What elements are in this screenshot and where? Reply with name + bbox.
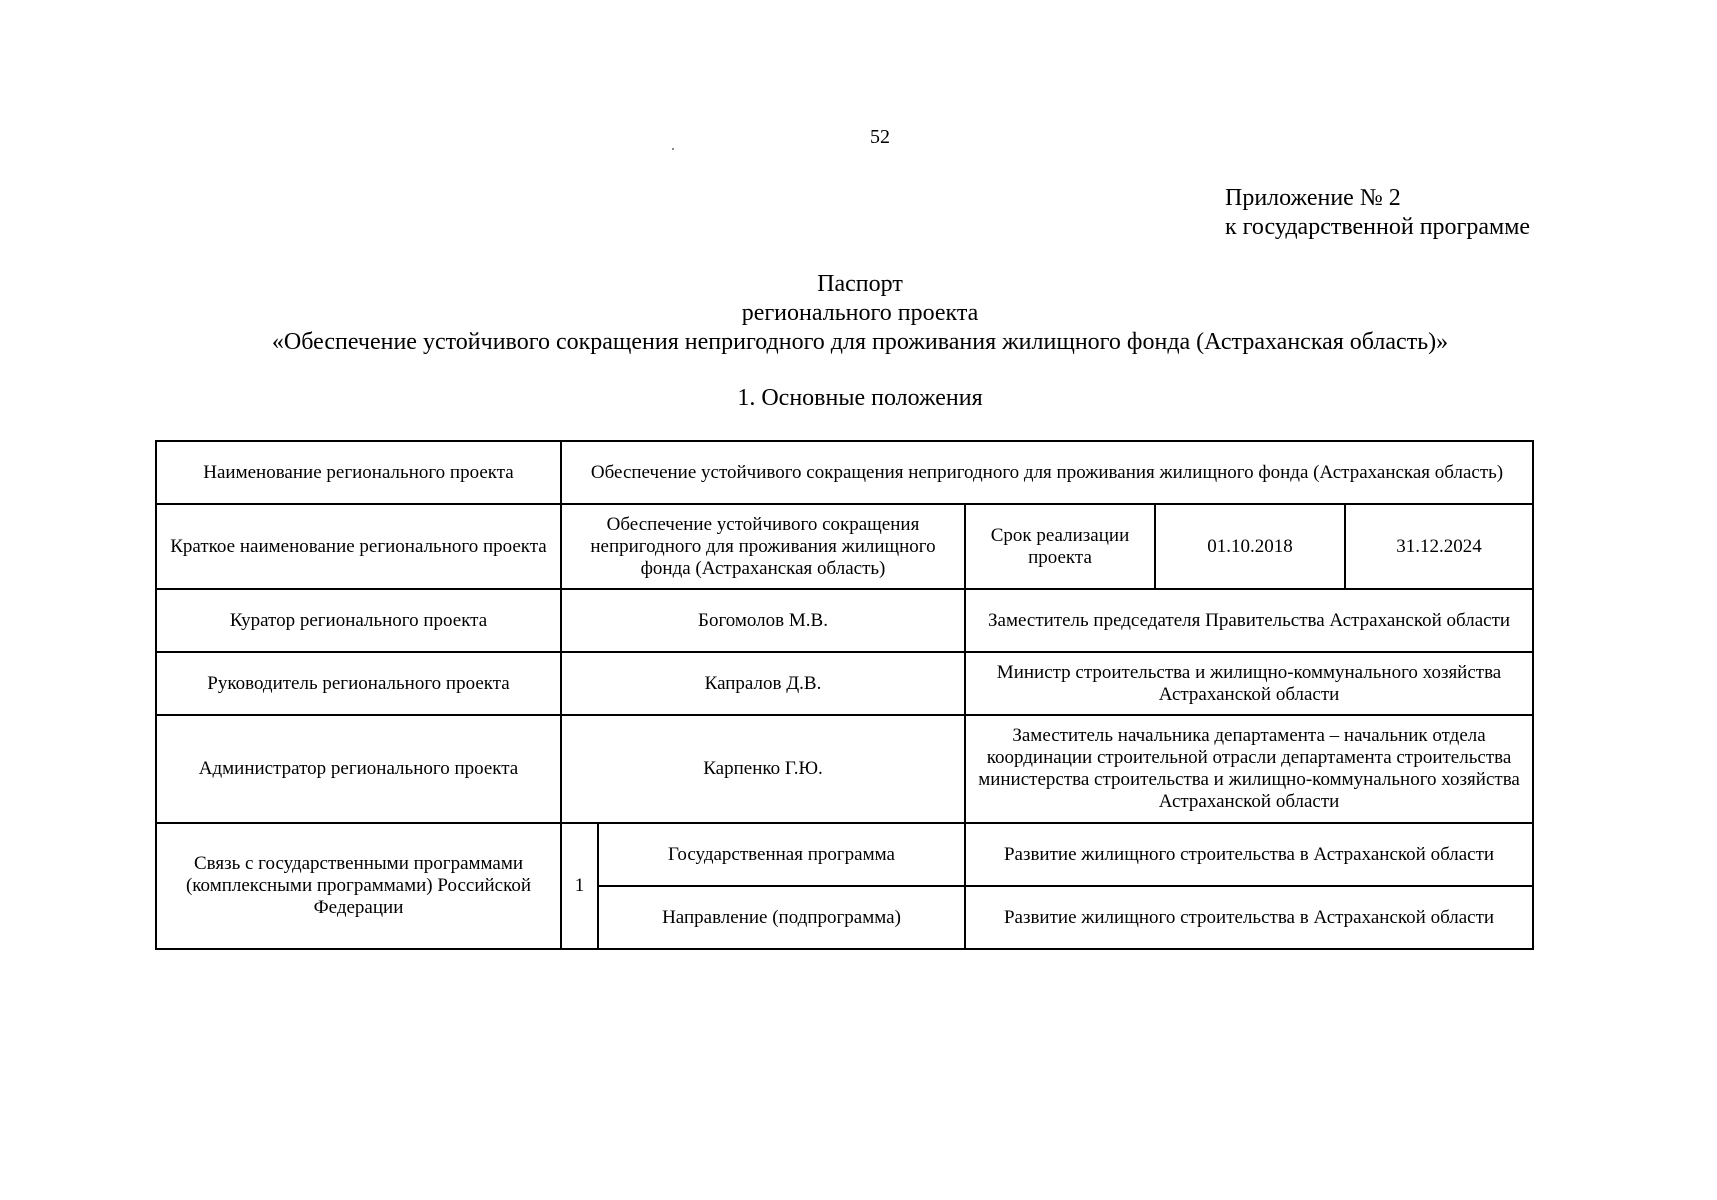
table-row <box>156 504 1533 589</box>
link-label: Связь с государственными программами (комплексными программами) Российской Федерации <box>156 823 561 949</box>
table-row <box>156 589 1533 652</box>
head-position: Министр строительства и жилищно-коммунального хозяйства Астраханской области <box>965 652 1533 715</box>
term-label: Срок реализации проекта <box>965 504 1155 589</box>
table-row <box>156 652 1533 715</box>
page-number: 52 <box>870 126 890 148</box>
curator-position: Заместитель председателя Правительства Астраханской области <box>965 589 1533 652</box>
admin-name: Карпенко Г.Ю. <box>561 715 965 823</box>
table-row <box>156 715 1533 823</box>
term-start: 01.10.2018 <box>1155 504 1345 589</box>
head-label: Руководитель регионального проекта <box>156 652 561 715</box>
head-name: Капралов Д.В. <box>561 652 965 715</box>
document-title <box>0 270 1717 357</box>
admin-label: Администратор регионального проекта <box>156 715 561 823</box>
title-line-1: Паспорт <box>817 271 903 297</box>
short-name-label: Краткое наименование регионального проекта <box>156 504 561 589</box>
state-program-label: Государственная программа <box>598 823 965 886</box>
state-program-value: Развитие жилищного строительства в Астраханской области <box>965 823 1533 886</box>
appendix-line-2: к государственной программе <box>1225 214 1531 240</box>
title-line-2: регионального проекта <box>741 300 979 326</box>
title-line-3: «Обеспечение устойчивого сокращения непригодного для проживания жилищного фонда (Астраханская область)» <box>271 329 1449 355</box>
curator-label: Куратор регионального проекта <box>156 589 561 652</box>
table-row <box>156 441 1533 504</box>
admin-position: Заместитель начальника департамента – начальник отдела координации строительной отрасли департамента строительства министерства строительства и жилищно-коммунального хозяйства Астраханской области <box>965 715 1533 823</box>
curator-name: Богомолов М.В. <box>561 589 965 652</box>
project-name-label: Наименование регионального проекта <box>156 441 561 504</box>
appendix-line-1: Приложение № 2 <box>1225 185 1401 211</box>
passport-table <box>155 440 1534 950</box>
table-row <box>156 823 1533 886</box>
term-end: 31.12.2024 <box>1345 504 1533 589</box>
short-name-value: Обеспечение устойчивого сокращения непригодного для проживания жилищного фонда (Астраханская область) <box>561 504 965 589</box>
project-name-value: Обеспечение устойчивого сокращения непригодного для проживания жилищного фонда (Астраханская область) <box>561 441 1533 504</box>
appendix-note <box>1225 184 1530 242</box>
direction-value: Развитие жилищного строительства в Астраханской области <box>965 886 1533 949</box>
section-heading: 1. Основные положения <box>737 385 983 411</box>
link-number: 1 <box>561 823 598 949</box>
direction-label: Направление (подпрограмма) <box>598 886 965 949</box>
